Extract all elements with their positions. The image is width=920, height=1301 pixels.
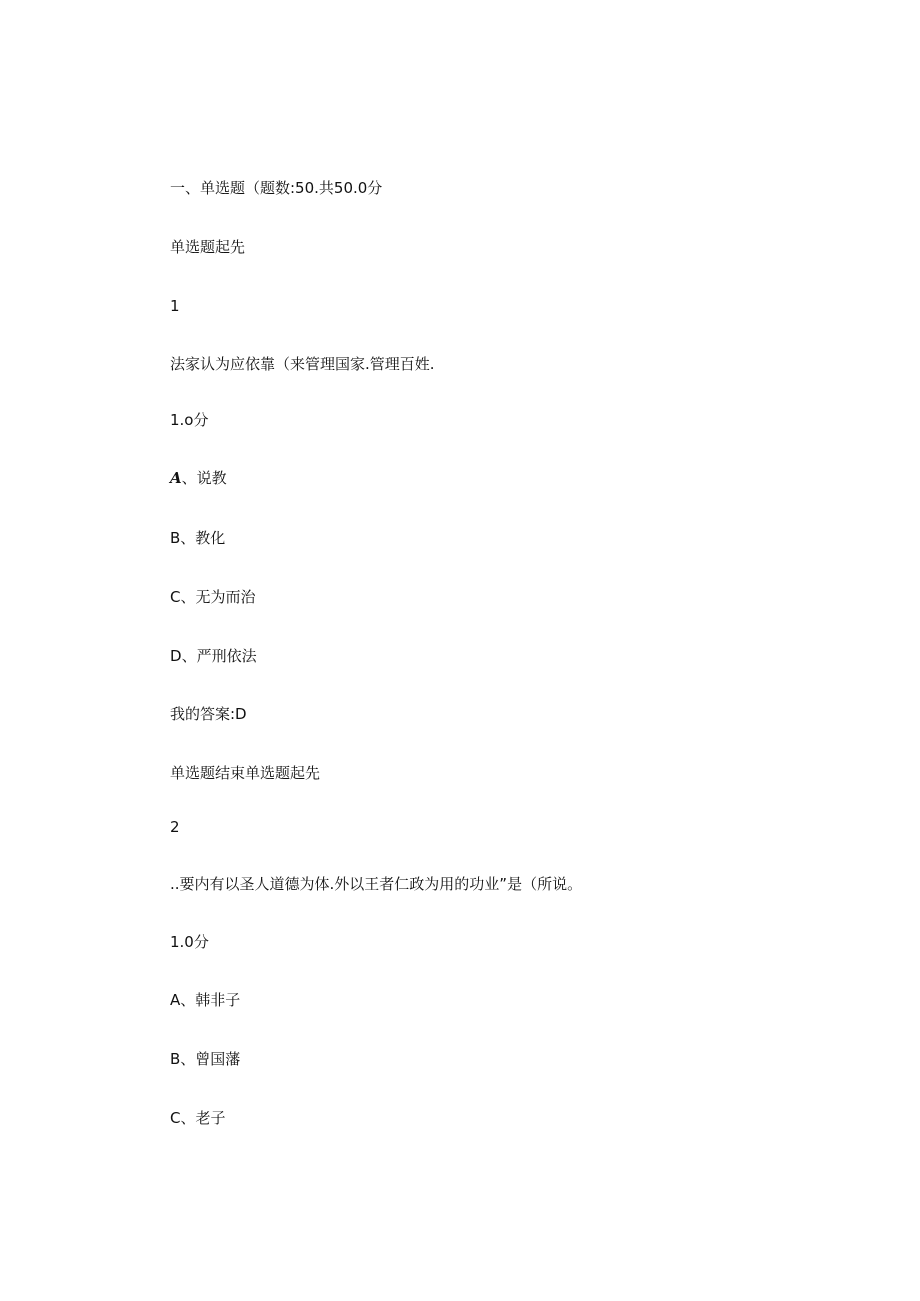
question-stem: ..要内有以圣人道德为体.外以王者仁政为用的功业”是（所说。 bbox=[170, 875, 583, 893]
question-separator: 单选题结束单选题起先 bbox=[170, 764, 321, 782]
option-letter: B bbox=[170, 1050, 181, 1068]
option-text: 、韩非子 bbox=[180, 991, 241, 1009]
option-letter: C bbox=[170, 1109, 181, 1127]
option-letter: D bbox=[170, 647, 182, 665]
option-d bbox=[170, 646, 257, 666]
option-letter: A bbox=[170, 469, 182, 487]
question-score: 1.0分 bbox=[170, 933, 209, 951]
option-a bbox=[170, 990, 240, 1010]
option-text: 、老子 bbox=[180, 1109, 226, 1127]
question-number: 1 bbox=[170, 297, 180, 315]
option-text: 、教化 bbox=[180, 529, 226, 547]
option-b bbox=[170, 1049, 240, 1069]
option-c bbox=[170, 1108, 226, 1128]
option-text: 、说教 bbox=[181, 469, 227, 487]
option-letter: C bbox=[170, 588, 181, 606]
my-answer: 我的答案:D bbox=[170, 705, 247, 723]
option-c bbox=[170, 587, 256, 607]
option-text: 、曾国藩 bbox=[180, 1050, 241, 1068]
question-stem: 法家认为应依靠（来管理国家.管理百姓. bbox=[170, 355, 435, 373]
question-number: 2 bbox=[170, 818, 180, 836]
option-letter: A bbox=[170, 991, 181, 1009]
option-a bbox=[170, 468, 227, 488]
option-text: 、严刑依法 bbox=[181, 647, 257, 665]
option-letter: B bbox=[170, 529, 181, 547]
question-score: 1.o分 bbox=[170, 411, 209, 429]
section-header: 一、单选题（题数:50.共50.0分 bbox=[170, 179, 383, 197]
question-start-marker: 单选题起先 bbox=[170, 238, 246, 256]
option-text: 、无为而治 bbox=[180, 588, 256, 606]
option-b bbox=[170, 528, 225, 548]
